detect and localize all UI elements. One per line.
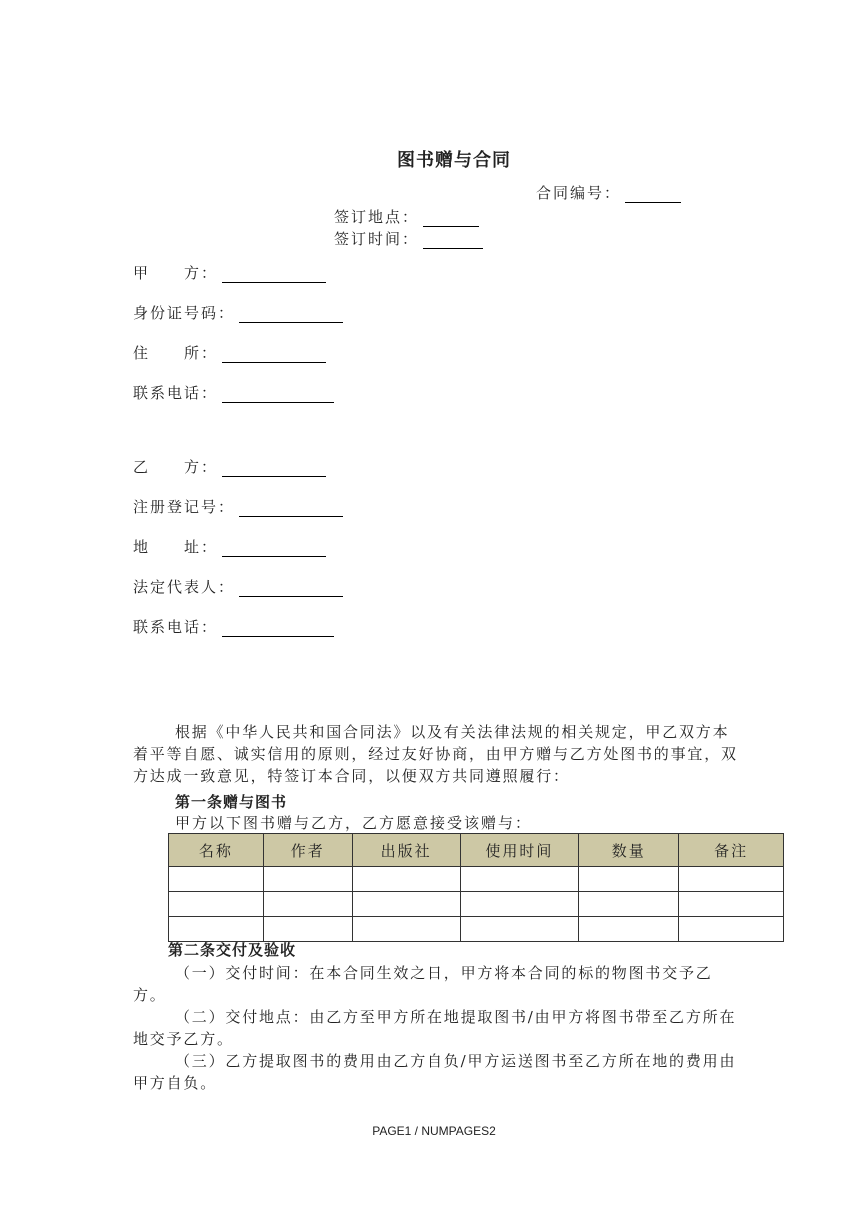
article-1-intro: 甲方以下图书赠与乙方，乙方愿意接受该赠与： — [175, 814, 533, 832]
sign-place-field — [334, 206, 479, 227]
article-2-item-2: （二）交付地点：由乙方至甲方所在地提取图书/由甲方将图书带至乙方所在地交予乙方。 — [133, 1008, 737, 1048]
table-cell[interactable] — [263, 917, 352, 942]
table-cell[interactable] — [460, 892, 579, 917]
col-header-usage-time: 使用时间 — [460, 834, 579, 867]
contract-number-label: 合同编号： — [536, 184, 622, 202]
page-footer: PAGE1 / NUMPAGES2 — [372, 1124, 496, 1138]
party-b-address-label: 地 址： — [133, 538, 219, 556]
party-a-phone-field — [133, 382, 334, 403]
party-b-reg-blank[interactable] — [239, 500, 343, 517]
party-a-address-blank[interactable] — [222, 346, 326, 363]
table-cell[interactable] — [579, 867, 679, 892]
sign-time-blank[interactable] — [423, 232, 483, 249]
sign-place-label: 签订地点： — [334, 208, 420, 226]
article-2-heading: 第二条交付及验收 — [168, 941, 297, 959]
party-a-address-field — [133, 342, 326, 363]
table-cell[interactable] — [352, 867, 460, 892]
party-a-name-label: 甲 方： — [133, 264, 219, 282]
table-cell[interactable] — [263, 867, 352, 892]
sign-time-label: 签订时间： — [334, 230, 420, 248]
party-a-address-label: 住 所： — [133, 344, 219, 362]
table-cell[interactable] — [352, 892, 460, 917]
table-cell[interactable] — [169, 892, 264, 917]
table-cell[interactable] — [579, 892, 679, 917]
party-a-name-blank[interactable] — [222, 266, 326, 283]
party-b-legal-rep-field — [133, 576, 343, 597]
party-b-phone-label: 联系电话： — [133, 618, 219, 636]
table-cell[interactable] — [460, 917, 579, 942]
party-b-legal-rep-blank[interactable] — [239, 580, 343, 597]
book-table — [168, 833, 784, 942]
party-b-name-label: 乙 方： — [133, 458, 219, 476]
article-2-item-1: （一）交付时间：在本合同生效之日，甲方将本合同的标的物图书交予乙方。 — [133, 964, 713, 1004]
party-b-name-blank[interactable] — [222, 460, 326, 477]
document-title: 图书赠与合同 — [397, 150, 511, 171]
sign-time-field — [334, 228, 483, 249]
article-1-heading: 第一条赠与图书 — [175, 793, 288, 811]
table-cell[interactable] — [352, 917, 460, 942]
table-cell[interactable] — [579, 917, 679, 942]
party-a-name-field — [133, 262, 326, 283]
table-row — [169, 892, 784, 917]
party-b-address-blank[interactable] — [222, 540, 326, 557]
preamble-paragraph: 根据《中华人民共和国合同法》以及有关法律法规的相关规定，甲乙双方本着平等自愿、诚实信用的原则，经过友好协商，由甲方赠与乙方处图书的事宜，双方达成一致意见，特签订本合同，以便双方共同遵照履行： — [133, 723, 738, 785]
col-header-publisher: 出版社 — [352, 834, 460, 867]
sign-place-blank[interactable] — [423, 210, 479, 227]
table-cell[interactable] — [169, 917, 264, 942]
party-a-phone-label: 联系电话： — [133, 384, 219, 402]
table-cell[interactable] — [460, 867, 579, 892]
book-table-header-row — [169, 834, 784, 867]
table-cell[interactable] — [679, 867, 784, 892]
article-2-item-3: （三）乙方提取图书的费用由乙方自负/甲方运送图书至乙方所在地的费用由甲方自负。 — [133, 1052, 737, 1092]
col-header-author: 作者 — [263, 834, 352, 867]
table-cell[interactable] — [679, 917, 784, 942]
table-cell[interactable] — [679, 892, 784, 917]
party-a-id-field — [133, 302, 343, 323]
col-header-name: 名称 — [169, 834, 264, 867]
contract-number-field — [536, 182, 681, 203]
party-b-phone-blank[interactable] — [222, 620, 334, 637]
col-header-quantity: 数量 — [579, 834, 679, 867]
table-cell[interactable] — [263, 892, 352, 917]
col-header-remarks: 备注 — [679, 834, 784, 867]
party-b-name-field — [133, 456, 326, 477]
table-cell[interactable] — [169, 867, 264, 892]
contract-number-blank[interactable] — [625, 186, 681, 203]
party-a-phone-blank[interactable] — [222, 386, 334, 403]
party-b-reg-field — [133, 496, 343, 517]
party-b-address-field — [133, 536, 326, 557]
party-b-legal-rep-label: 法定代表人： — [133, 578, 236, 596]
table-row — [169, 867, 784, 892]
table-row — [169, 917, 784, 942]
party-b-reg-label: 注册登记号： — [133, 498, 236, 516]
party-a-id-blank[interactable] — [239, 306, 343, 323]
party-a-id-label: 身份证号码： — [133, 304, 236, 322]
party-b-phone-field — [133, 616, 334, 637]
